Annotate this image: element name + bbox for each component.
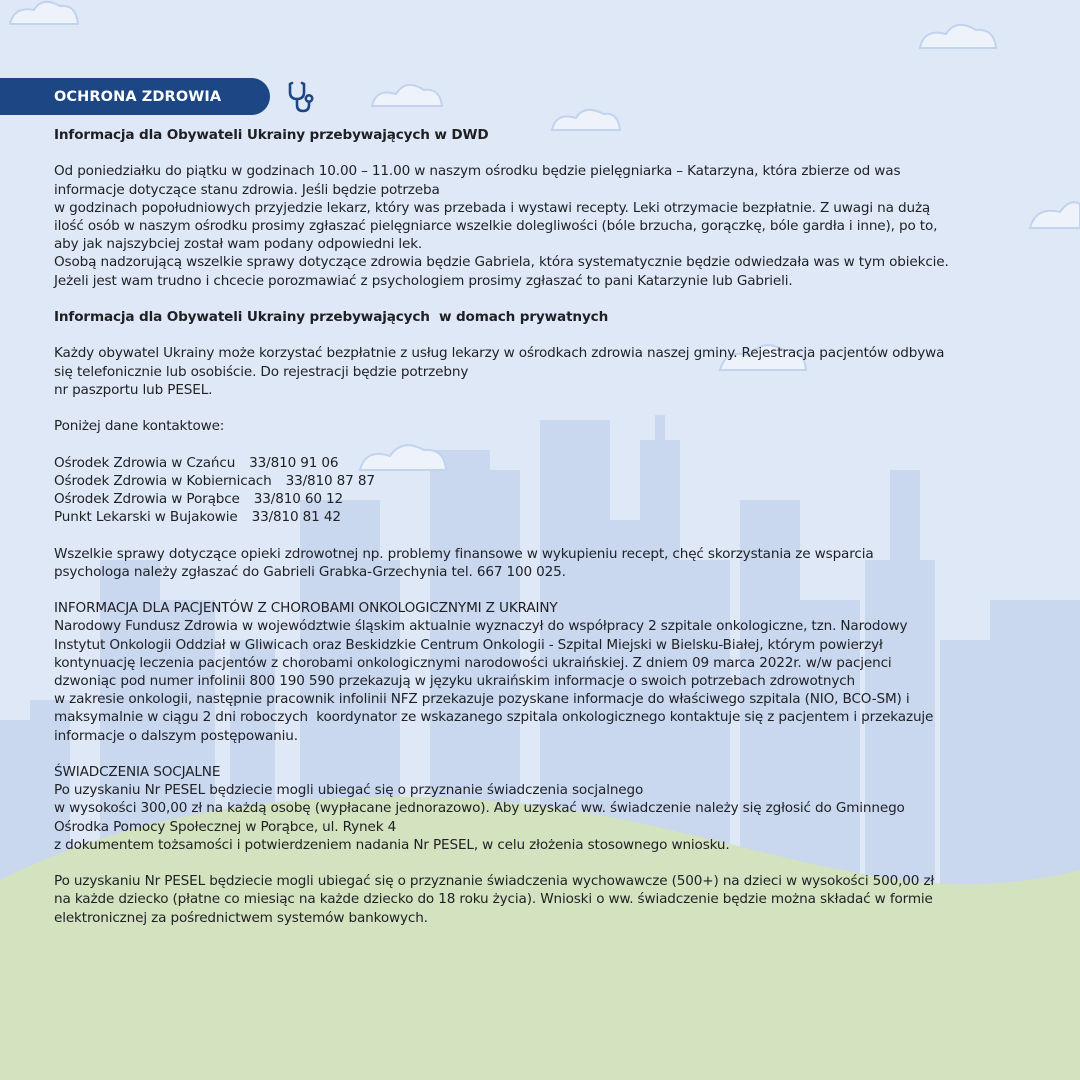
private-line: nr paszportu lub PESEL. — [54, 381, 213, 398]
oncology-line: maksymalnie w ciągu 2 dni roboczych koordynator ze wskazanego szpitala onkologicznego kontaktuje się z pacjentem i przekazuje — [54, 709, 934, 726]
oncology-line: w zakresie onkologii, następnie pracownik infolinii NFZ przekazuje pozyskane informacje do właściwego szpitala (NIO, BCO-SM) i — [54, 691, 910, 708]
contacts-intro: Poniżej dane kontaktowe: — [54, 418, 225, 435]
care-line: psychologa należy zgłaszać do Gabrieli Grabka-Grzechynia tel. 667 100 025. — [54, 563, 566, 580]
contact-phone: 33/810 60 12 — [253, 490, 344, 507]
oncology-line: kontynuację leczenia pacjentów z chorobami onkologicznymi narodowości ukraińskiej. Z dniem 09 marca 2022r. w/w pacjenci — [54, 654, 892, 671]
main-content — [54, 126, 1044, 927]
dwd-line: ilość osób w naszym ośrodku prosimy zgłaszać pielęgniarce wszelkie dolegliwości (bóle brzucha, gorączkę, bóle gardła i inne), po to, — [54, 218, 938, 234]
contact-phone: 33/810 81 42 — [251, 509, 341, 526]
private-heading: Informacja dla Obywateli Ukrainy przebywających w domach prywatnych — [54, 309, 609, 325]
contact-name: Ośrodek Zdrowia w Porąbce — [54, 490, 240, 507]
dwd-line: Jeżeli jest wam trudno i chcecie porozmawiać z psychologiem prosimy zgłaszać to pani Katarzynie lub Gabrieli. — [54, 272, 793, 289]
contact-phone: 33/810 91 06 — [249, 454, 339, 471]
dwd-heading: Informacja dla Obywateli Ukrainy przebywających w DWD — [54, 127, 489, 143]
contact-name: Punkt Lekarski w Bujakowie — [54, 509, 238, 526]
contact-phone: 33/810 87 87 — [285, 472, 375, 489]
care-line: Wszelkie sprawy dotyczące opieki zdrowotnej np. problemy finansowe w wykupieniu recept, chęć skorzystania ze wsparcia — [54, 545, 874, 562]
social-line: Po uzyskaniu Nr PESEL będziecie mogli ubiegać się o przyznanie świadczenia socjalnego — [54, 782, 644, 799]
oncology-line: informacje o dalszym postępowaniu. — [54, 727, 298, 744]
dwd-line: w godzinach popołudniowych przyjedzie lekarz, który was przebada i wystawi recepty. Leki otrzymacie bezpłatnie. Z uwagi na dużą — [54, 199, 931, 216]
contact-item — [54, 508, 1044, 526]
oncology-line: dzwoniąc pod numer infolinii 800 190 590 przekazują w języku ukraińskim informacje o swoich potrzebach zdrowotnych — [54, 672, 856, 689]
dwd-line: informacje dotyczące stanu zdrowia. Jeśli będzie potrzeba — [54, 181, 440, 198]
stethoscope-icon — [287, 80, 317, 114]
social-heading: ŚWIADCZENIA SOCJALNE — [54, 763, 221, 780]
dwd-line: Od poniedziałku do piątku w godzinach 10.00 – 11.00 w naszym ośrodku będzie pielęgniarka – Katarzyna, która zbierze od was — [54, 163, 901, 180]
contact-item — [54, 472, 1044, 490]
social-line: Ośrodka Pomocy Społecznej w Porąbce, ul. Rynek 4 — [54, 818, 397, 835]
section-header-label: OCHRONA ZDROWIA — [54, 88, 222, 105]
section-header — [0, 78, 270, 115]
social-line: z dokumentem tożsamości i potwierdzeniem nadania Nr PESEL, w celu złożenia stosownego wniosku. — [54, 836, 730, 853]
social-line: na każde dziecko (płatne co miesiąc na każde dziecko do 18 roku życia). Wnioski o ww. świadczenie będzie można składać w formie — [54, 891, 933, 908]
private-line: Każdy obywatel Ukrainy może korzystać bezpłatnie z usług lekarzy w ośrodkach zdrowia naszej gminy. Rejestracja pacjentów odbywa — [54, 345, 945, 362]
contact-item — [54, 454, 1044, 472]
contact-name: Ośrodek Zdrowia w Czańcu — [54, 454, 236, 471]
oncology-heading: INFORMACJA DLA PACJENTÓW Z CHOROBAMI ONKOLOGICZNYMI Z UKRAINY — [54, 600, 558, 617]
oncology-line: Instytut Onkologii Oddział w Gliwicach oraz Beskidzkie Centrum Onkologii - Szpital Miejski w Bielsku-Białej, którym powierzył — [54, 636, 883, 653]
contact-name: Ośrodek Zdrowia w Kobiernicach — [54, 472, 272, 489]
dwd-line: Osobą nadzorującą wszelkie sprawy dotyczące zdrowia będzie Gabriela, która systematycznie będzie odwiedzała was w tym obiekcie. — [54, 254, 949, 271]
oncology-line: Narodowy Fundusz Zdrowia w województwie śląskim aktualnie wyznaczył do współpracy 2 szpitale onkologiczne, tzn. Narodowy — [54, 618, 908, 635]
private-line: się telefonicznie lub osobiście. Do rejestracji będzie potrzebny — [54, 363, 469, 380]
dwd-line: aby jak najszybciej został wam podany odpowiedni lek. — [54, 236, 423, 253]
social-line: w wysokości 300,00 zł na każdą osobę (wypłacane jednorazowo). Aby uzyskać ww. świadczenie należy się zgłosić do Gminnego — [54, 800, 905, 817]
contact-item — [54, 490, 1044, 508]
social-line: elektronicznej za pośrednictwem systemów bankowych. — [54, 909, 428, 926]
social-line: Po uzyskaniu Nr PESEL będziecie mogli ubiegać się o przyznanie świadczenia wychowawcze (500+) na dzieci w wysokości 500,00 zł — [54, 873, 935, 890]
